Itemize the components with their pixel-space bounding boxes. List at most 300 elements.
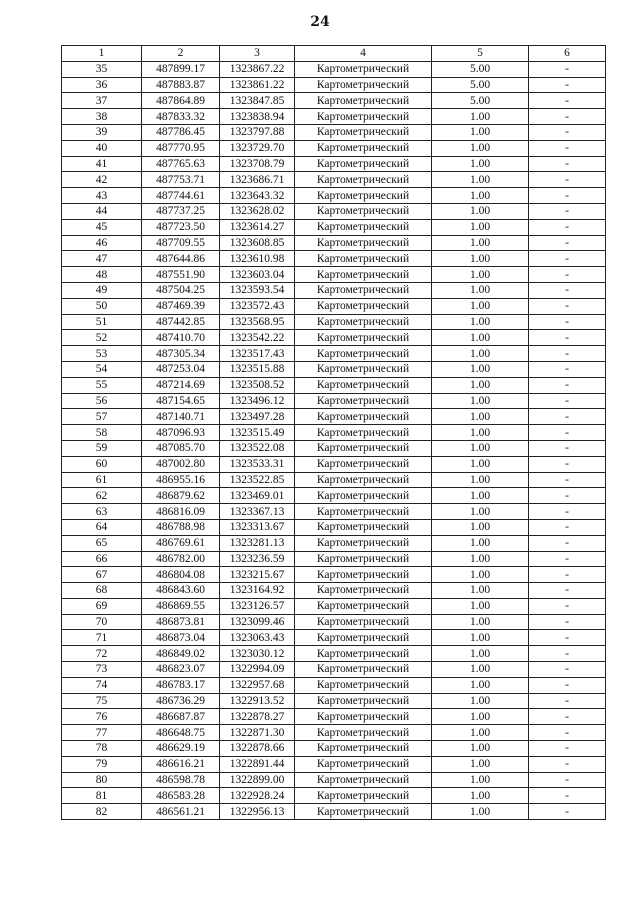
- table-cell: 75: [62, 693, 142, 709]
- table-cell: -: [529, 298, 606, 314]
- table-cell: Картометрический: [295, 614, 432, 630]
- table-row: [62, 709, 606, 725]
- table-cell: 487709.55: [142, 235, 220, 251]
- table-cell: 71: [62, 630, 142, 646]
- table-cell: -: [529, 788, 606, 804]
- table-cell: Картометрический: [295, 61, 432, 77]
- table-row: [62, 456, 606, 472]
- table-cell: 486782.00: [142, 551, 220, 567]
- table-row: [62, 377, 606, 393]
- table-cell: 487551.90: [142, 267, 220, 283]
- table-cell: 67: [62, 567, 142, 583]
- table-cell: 1323030.12: [220, 646, 295, 662]
- table-cell: 487644.86: [142, 251, 220, 267]
- table-cell: 77: [62, 725, 142, 741]
- table-cell: 1.00: [432, 140, 529, 156]
- table-cell: 1323729.70: [220, 140, 295, 156]
- table-cell: -: [529, 267, 606, 283]
- table-cell: 59: [62, 440, 142, 456]
- table-cell: 66: [62, 551, 142, 567]
- table-cell: 486823.07: [142, 662, 220, 678]
- table-cell: Картометрический: [295, 504, 432, 520]
- table-cell: Картометрический: [295, 709, 432, 725]
- table-cell: -: [529, 519, 606, 535]
- table-cell: 486843.60: [142, 583, 220, 599]
- table-row: [62, 504, 606, 520]
- table-cell: 1323628.02: [220, 203, 295, 219]
- table-cell: 35: [62, 61, 142, 77]
- column-header: 4: [295, 46, 432, 62]
- table-cell: 487833.32: [142, 109, 220, 125]
- table-cell: 487737.25: [142, 203, 220, 219]
- table-cell: 40: [62, 140, 142, 156]
- table-cell: Картометрический: [295, 725, 432, 741]
- table-cell: -: [529, 725, 606, 741]
- table-cell: 486629.19: [142, 741, 220, 757]
- table-cell: 1323708.79: [220, 156, 295, 172]
- table-cell: 1.00: [432, 646, 529, 662]
- table-cell: -: [529, 93, 606, 109]
- table-cell: 1.00: [432, 567, 529, 583]
- table-cell: -: [529, 456, 606, 472]
- table-cell: Картометрический: [295, 646, 432, 662]
- table-row: [62, 614, 606, 630]
- table-row: [62, 788, 606, 804]
- table-cell: 69: [62, 598, 142, 614]
- table-cell: 486816.09: [142, 504, 220, 520]
- table-cell: 1323867.22: [220, 61, 295, 77]
- table-row: [62, 535, 606, 551]
- table-cell: -: [529, 393, 606, 409]
- table-cell: Картометрический: [295, 188, 432, 204]
- table-cell: 1323099.46: [220, 614, 295, 630]
- table-row: [62, 519, 606, 535]
- table-cell: 1.00: [432, 630, 529, 646]
- table-cell: -: [529, 188, 606, 204]
- table-cell: -: [529, 251, 606, 267]
- table-cell: Картометрический: [295, 583, 432, 599]
- table-cell: 73: [62, 662, 142, 678]
- table-cell: 1.00: [432, 472, 529, 488]
- table-cell: Картометрический: [295, 693, 432, 709]
- table-cell: 487253.04: [142, 361, 220, 377]
- table-cell: 49: [62, 282, 142, 298]
- table-cell: 36: [62, 77, 142, 93]
- table-cell: -: [529, 756, 606, 772]
- table-cell: 1323522.85: [220, 472, 295, 488]
- table-cell: Картометрический: [295, 535, 432, 551]
- table-cell: 1.00: [432, 409, 529, 425]
- table-row: [62, 188, 606, 204]
- table-cell: Картометрический: [295, 567, 432, 583]
- table-cell: 1.00: [432, 425, 529, 441]
- table-row: [62, 140, 606, 156]
- table-row: [62, 772, 606, 788]
- table-cell: Картометрический: [295, 393, 432, 409]
- table-cell: 486869.55: [142, 598, 220, 614]
- table-cell: 1322878.27: [220, 709, 295, 725]
- table-row: [62, 725, 606, 741]
- table-row: [62, 77, 606, 93]
- table-cell: 487744.61: [142, 188, 220, 204]
- table-cell: 1.00: [432, 709, 529, 725]
- table-cell: -: [529, 583, 606, 599]
- table-cell: -: [529, 614, 606, 630]
- table-cell: 1.00: [432, 551, 529, 567]
- table-cell: Картометрический: [295, 756, 432, 772]
- table-cell: -: [529, 709, 606, 725]
- table-cell: 46: [62, 235, 142, 251]
- table-cell: 486788.98: [142, 519, 220, 535]
- table-cell: -: [529, 772, 606, 788]
- table-cell: 1322994.09: [220, 662, 295, 678]
- table-header-row: [62, 46, 606, 62]
- table-cell: Картометрический: [295, 425, 432, 441]
- table-cell: -: [529, 361, 606, 377]
- table-cell: 55: [62, 377, 142, 393]
- table-cell: 486687.87: [142, 709, 220, 725]
- table-cell: 1.00: [432, 314, 529, 330]
- table-cell: -: [529, 598, 606, 614]
- table-cell: 486736.29: [142, 693, 220, 709]
- table-cell: 74: [62, 677, 142, 693]
- table-cell: 1.00: [432, 282, 529, 298]
- table-cell: 487002.80: [142, 456, 220, 472]
- table-row: [62, 440, 606, 456]
- table-cell: 486583.28: [142, 788, 220, 804]
- table-cell: 1323515.88: [220, 361, 295, 377]
- column-header: 2: [142, 46, 220, 62]
- table-cell: Картометрический: [295, 662, 432, 678]
- table-cell: 80: [62, 772, 142, 788]
- table-cell: 1322928.24: [220, 788, 295, 804]
- table-cell: 486598.78: [142, 772, 220, 788]
- table-cell: 1.00: [432, 203, 529, 219]
- table-cell: 486955.16: [142, 472, 220, 488]
- table-cell: 1323515.49: [220, 425, 295, 441]
- table-cell: 1323313.67: [220, 519, 295, 535]
- table-cell: 1323522.08: [220, 440, 295, 456]
- table-cell: Картометрический: [295, 788, 432, 804]
- table-cell: 1323568.95: [220, 314, 295, 330]
- table-cell: 1322957.68: [220, 677, 295, 693]
- table-row: [62, 472, 606, 488]
- table-cell: 76: [62, 709, 142, 725]
- table-cell: 1323063.43: [220, 630, 295, 646]
- table-row: [62, 124, 606, 140]
- table-cell: 1323126.57: [220, 598, 295, 614]
- table-cell: 53: [62, 346, 142, 362]
- table-row: [62, 203, 606, 219]
- table-cell: 44: [62, 203, 142, 219]
- table-row: [62, 393, 606, 409]
- table-cell: 1323593.54: [220, 282, 295, 298]
- table-cell: 1.00: [432, 804, 529, 820]
- table-cell: 1.00: [432, 156, 529, 172]
- table-cell: -: [529, 219, 606, 235]
- table-cell: 41: [62, 156, 142, 172]
- table-cell: 487786.45: [142, 124, 220, 140]
- table-row: [62, 567, 606, 583]
- table-cell: -: [529, 235, 606, 251]
- table-cell: 1323608.85: [220, 235, 295, 251]
- table-cell: 50: [62, 298, 142, 314]
- table-row: [62, 298, 606, 314]
- table-row: [62, 219, 606, 235]
- table-cell: 82: [62, 804, 142, 820]
- table-cell: Картометрический: [295, 203, 432, 219]
- table-cell: 487410.70: [142, 330, 220, 346]
- table-cell: Картометрический: [295, 551, 432, 567]
- table-cell: 486783.17: [142, 677, 220, 693]
- table-cell: -: [529, 425, 606, 441]
- table-row: [62, 756, 606, 772]
- table-cell: -: [529, 504, 606, 520]
- table-cell: 1323508.52: [220, 377, 295, 393]
- table-row: [62, 551, 606, 567]
- table-cell: 65: [62, 535, 142, 551]
- table-cell: Картометрический: [295, 267, 432, 283]
- table-row: [62, 330, 606, 346]
- table-cell: 1.00: [432, 693, 529, 709]
- table-cell: -: [529, 77, 606, 93]
- table-cell: 61: [62, 472, 142, 488]
- table-cell: 1.00: [432, 725, 529, 741]
- table-cell: 78: [62, 741, 142, 757]
- table-cell: -: [529, 488, 606, 504]
- table-row: [62, 804, 606, 820]
- table-cell: 486879.62: [142, 488, 220, 504]
- table-cell: Картометрический: [295, 804, 432, 820]
- table-cell: 62: [62, 488, 142, 504]
- table-cell: Картометрический: [295, 488, 432, 504]
- table-cell: -: [529, 282, 606, 298]
- table-cell: -: [529, 346, 606, 362]
- table-cell: 60: [62, 456, 142, 472]
- table-cell: Картометрический: [295, 472, 432, 488]
- table-cell: 487899.17: [142, 61, 220, 77]
- table-cell: 1.00: [432, 488, 529, 504]
- table-cell: 64: [62, 519, 142, 535]
- table-cell: Картометрический: [295, 330, 432, 346]
- table-cell: -: [529, 630, 606, 646]
- table-cell: 1.00: [432, 361, 529, 377]
- table-cell: 1.00: [432, 251, 529, 267]
- table-cell: Картометрический: [295, 377, 432, 393]
- table-cell: 1.00: [432, 188, 529, 204]
- table-cell: Картометрический: [295, 93, 432, 109]
- table-cell: 487085.70: [142, 440, 220, 456]
- table-cell: -: [529, 646, 606, 662]
- table-cell: Картометрический: [295, 77, 432, 93]
- table-cell: Картометрический: [295, 519, 432, 535]
- table-cell: 1323572.43: [220, 298, 295, 314]
- table-cell: Картометрический: [295, 630, 432, 646]
- table-cell: Картометрический: [295, 124, 432, 140]
- table-cell: 37: [62, 93, 142, 109]
- table-cell: -: [529, 440, 606, 456]
- table-row: [62, 156, 606, 172]
- table-row: [62, 61, 606, 77]
- table-cell: 1322899.00: [220, 772, 295, 788]
- table-cell: 5.00: [432, 77, 529, 93]
- table-cell: 1.00: [432, 172, 529, 188]
- table-cell: 1.00: [432, 788, 529, 804]
- table-cell: 1.00: [432, 677, 529, 693]
- table-row: [62, 677, 606, 693]
- table-cell: Картометрический: [295, 156, 432, 172]
- table-cell: 43: [62, 188, 142, 204]
- table-row: [62, 662, 606, 678]
- table-cell: 42: [62, 172, 142, 188]
- table-cell: 1.00: [432, 504, 529, 520]
- table-cell: Картометрический: [295, 251, 432, 267]
- table-cell: 1.00: [432, 219, 529, 235]
- table-cell: 1323281.13: [220, 535, 295, 551]
- table-cell: 1323164.92: [220, 583, 295, 599]
- table-cell: 486561.21: [142, 804, 220, 820]
- table-cell: 1.00: [432, 535, 529, 551]
- table-cell: 68: [62, 583, 142, 599]
- table-cell: -: [529, 61, 606, 77]
- table-cell: 54: [62, 361, 142, 377]
- table-cell: -: [529, 677, 606, 693]
- table-cell: -: [529, 203, 606, 219]
- table-row: [62, 425, 606, 441]
- table-row: [62, 741, 606, 757]
- table-cell: 1.00: [432, 346, 529, 362]
- table-cell: 486804.08: [142, 567, 220, 583]
- table-cell: -: [529, 741, 606, 757]
- table-cell: -: [529, 567, 606, 583]
- table-cell: 1323847.85: [220, 93, 295, 109]
- table-cell: Картометрический: [295, 346, 432, 362]
- table-row: [62, 693, 606, 709]
- table-cell: Картометрический: [295, 140, 432, 156]
- table-cell: -: [529, 472, 606, 488]
- table-row: [62, 630, 606, 646]
- table-cell: 1.00: [432, 583, 529, 599]
- table-cell: 487305.34: [142, 346, 220, 362]
- table-cell: 1.00: [432, 598, 529, 614]
- table-cell: 486873.04: [142, 630, 220, 646]
- table-cell: 1322871.30: [220, 725, 295, 741]
- table-cell: 1323686.71: [220, 172, 295, 188]
- table-cell: -: [529, 804, 606, 820]
- table-cell: Картометрический: [295, 409, 432, 425]
- table-cell: 487442.85: [142, 314, 220, 330]
- table-cell: 1.00: [432, 267, 529, 283]
- table-cell: 45: [62, 219, 142, 235]
- table-cell: -: [529, 124, 606, 140]
- table-cell: 1323542.22: [220, 330, 295, 346]
- table-row: [62, 583, 606, 599]
- table-cell: Картометрический: [295, 456, 432, 472]
- table-cell: 1323797.88: [220, 124, 295, 140]
- table-cell: 487140.71: [142, 409, 220, 425]
- column-header: 1: [62, 46, 142, 62]
- table-cell: Картометрический: [295, 235, 432, 251]
- table-cell: -: [529, 330, 606, 346]
- table-cell: -: [529, 156, 606, 172]
- table-cell: -: [529, 109, 606, 125]
- table-row: [62, 282, 606, 298]
- table-cell: Картометрический: [295, 361, 432, 377]
- table-cell: Картометрический: [295, 282, 432, 298]
- table-cell: 1322913.52: [220, 693, 295, 709]
- table-cell: 56: [62, 393, 142, 409]
- table-cell: 58: [62, 425, 142, 441]
- table-cell: 52: [62, 330, 142, 346]
- table-cell: 1323533.31: [220, 456, 295, 472]
- table-row: [62, 488, 606, 504]
- table-cell: -: [529, 172, 606, 188]
- table-cell: 38: [62, 109, 142, 125]
- table-cell: -: [529, 551, 606, 567]
- table-cell: 1323497.28: [220, 409, 295, 425]
- table-cell: 5.00: [432, 61, 529, 77]
- table-cell: 1.00: [432, 741, 529, 757]
- table-cell: 1.00: [432, 614, 529, 630]
- table-cell: 1322878.66: [220, 741, 295, 757]
- table-cell: 486849.02: [142, 646, 220, 662]
- table-cell: 1.00: [432, 662, 529, 678]
- table-row: [62, 361, 606, 377]
- table-cell: 1323469.01: [220, 488, 295, 504]
- table-cell: 1.00: [432, 235, 529, 251]
- table-cell: 72: [62, 646, 142, 662]
- table-cell: 1.00: [432, 440, 529, 456]
- table-cell: 487154.65: [142, 393, 220, 409]
- table-cell: 1322956.13: [220, 804, 295, 820]
- table-cell: 1323838.94: [220, 109, 295, 125]
- table-cell: 79: [62, 756, 142, 772]
- table-cell: 81: [62, 788, 142, 804]
- table-cell: Картометрический: [295, 440, 432, 456]
- table-cell: 1323603.04: [220, 267, 295, 283]
- table-cell: 1323614.27: [220, 219, 295, 235]
- table-cell: -: [529, 377, 606, 393]
- table-row: [62, 235, 606, 251]
- table-cell: 1323367.13: [220, 504, 295, 520]
- table-cell: 1.00: [432, 519, 529, 535]
- table-row: [62, 109, 606, 125]
- table-cell: 1323610.98: [220, 251, 295, 267]
- table-body: [62, 61, 606, 819]
- table-cell: -: [529, 693, 606, 709]
- table-cell: Картометрический: [295, 598, 432, 614]
- table-cell: Картометрический: [295, 741, 432, 757]
- table-cell: 486648.75: [142, 725, 220, 741]
- table-cell: 1323861.22: [220, 77, 295, 93]
- table-cell: Картометрический: [295, 172, 432, 188]
- table-cell: Картометрический: [295, 219, 432, 235]
- table-cell: 487096.93: [142, 425, 220, 441]
- table-cell: 1.00: [432, 756, 529, 772]
- table-cell: -: [529, 409, 606, 425]
- table-cell: 486616.21: [142, 756, 220, 772]
- table-cell: 51: [62, 314, 142, 330]
- table-cell: 487469.39: [142, 298, 220, 314]
- table-cell: 39: [62, 124, 142, 140]
- table-row: [62, 346, 606, 362]
- table-cell: 1.00: [432, 298, 529, 314]
- table-cell: -: [529, 535, 606, 551]
- table-cell: Картометрический: [295, 772, 432, 788]
- table-cell: 1323215.67: [220, 567, 295, 583]
- table-row: [62, 267, 606, 283]
- table-cell: Картометрический: [295, 109, 432, 125]
